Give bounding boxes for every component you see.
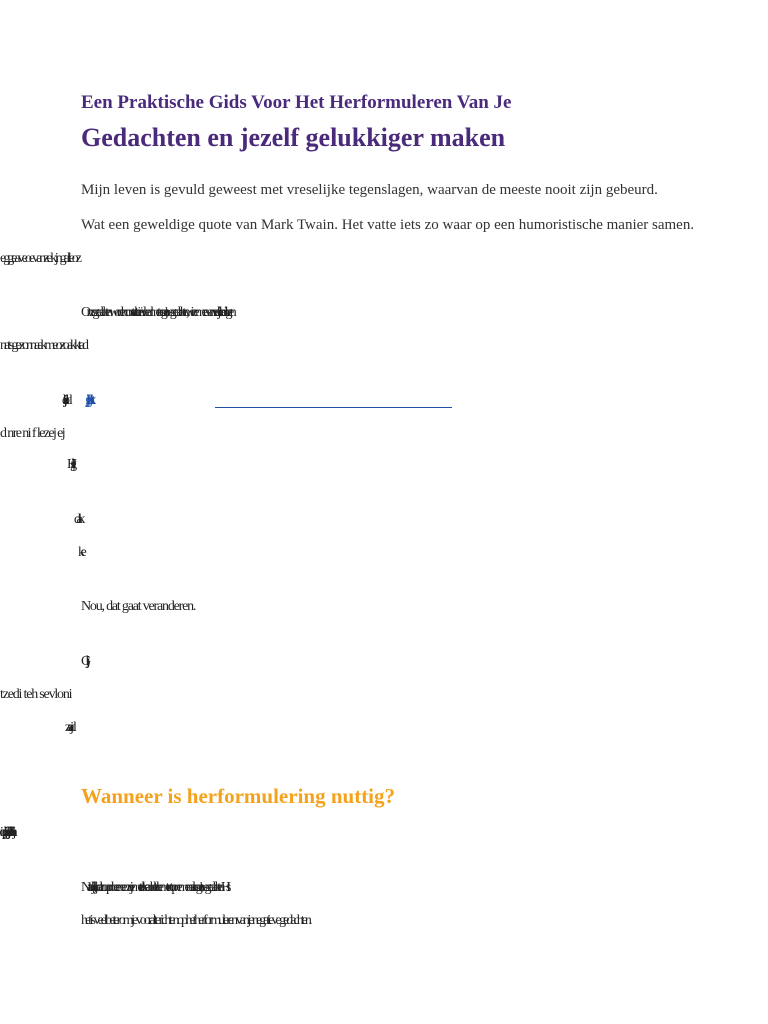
garbled-line-11: zaajd — [65, 720, 73, 735]
garbled-line-2: Onzegedachtenwordenconstantbeïnvloedmetnegatievegedachten,wiezemeevanvreselijkedingen — [81, 305, 233, 320]
garbled-line-12: iopitjoijhloljjylehjlih — [0, 825, 14, 840]
section-heading: Wanneer is herformulering nuttig? — [81, 784, 396, 808]
quote-paragraph: Wat een geweldige quote van Mark Twain. Het vatte iets zo waar op een humoristische manier samen. — [81, 217, 695, 233]
garbled-line-5: d nre ni f lezej ej — [0, 426, 65, 441]
article-title: Gedachten en jezelf gelukkiger maken — [81, 123, 506, 152]
garbled-line-3: nat s gezonnaakmeozoakktad — [0, 338, 87, 353]
inline-link[interactable]: jljgbllstkt — [87, 393, 92, 408]
garbled-line-7: dak — [74, 512, 81, 527]
garbled-line-4: dijrjrbd — [62, 393, 68, 408]
article-subtitle: Een Praktische Gids Voor Het Herformuleren Van Je — [81, 92, 512, 113]
garbled-line-1: eggeaveoevanze k jngalleoz — [0, 251, 80, 266]
link-underline-divider — [215, 407, 452, 408]
garbled-line-14: het is veel beter om je vooral te richten op het herformuleren van je negatieve gedachten. — [81, 913, 310, 928]
garbled-line-10: tzedi teh sevloni — [0, 687, 72, 702]
garbled-line-9: Gjjl — [81, 654, 85, 669]
garbled-line-13: Natuurlijk,alsjedatzouprobereneenzojemeteelkeanhetbloemtentopnemenaalnegatievegedachtenHis — [81, 880, 227, 895]
garbled-line-6: Hijlig — [67, 457, 73, 472]
intro-paragraph: Mijn leven is gevuld geweest met vreselijke tegenslagen, waarvan de meeste nooit zijn gebeurd. — [81, 182, 658, 198]
change-sentence: Nou, dat gaat veranderen. — [81, 599, 196, 614]
garbled-line-8: ke — [78, 545, 83, 560]
